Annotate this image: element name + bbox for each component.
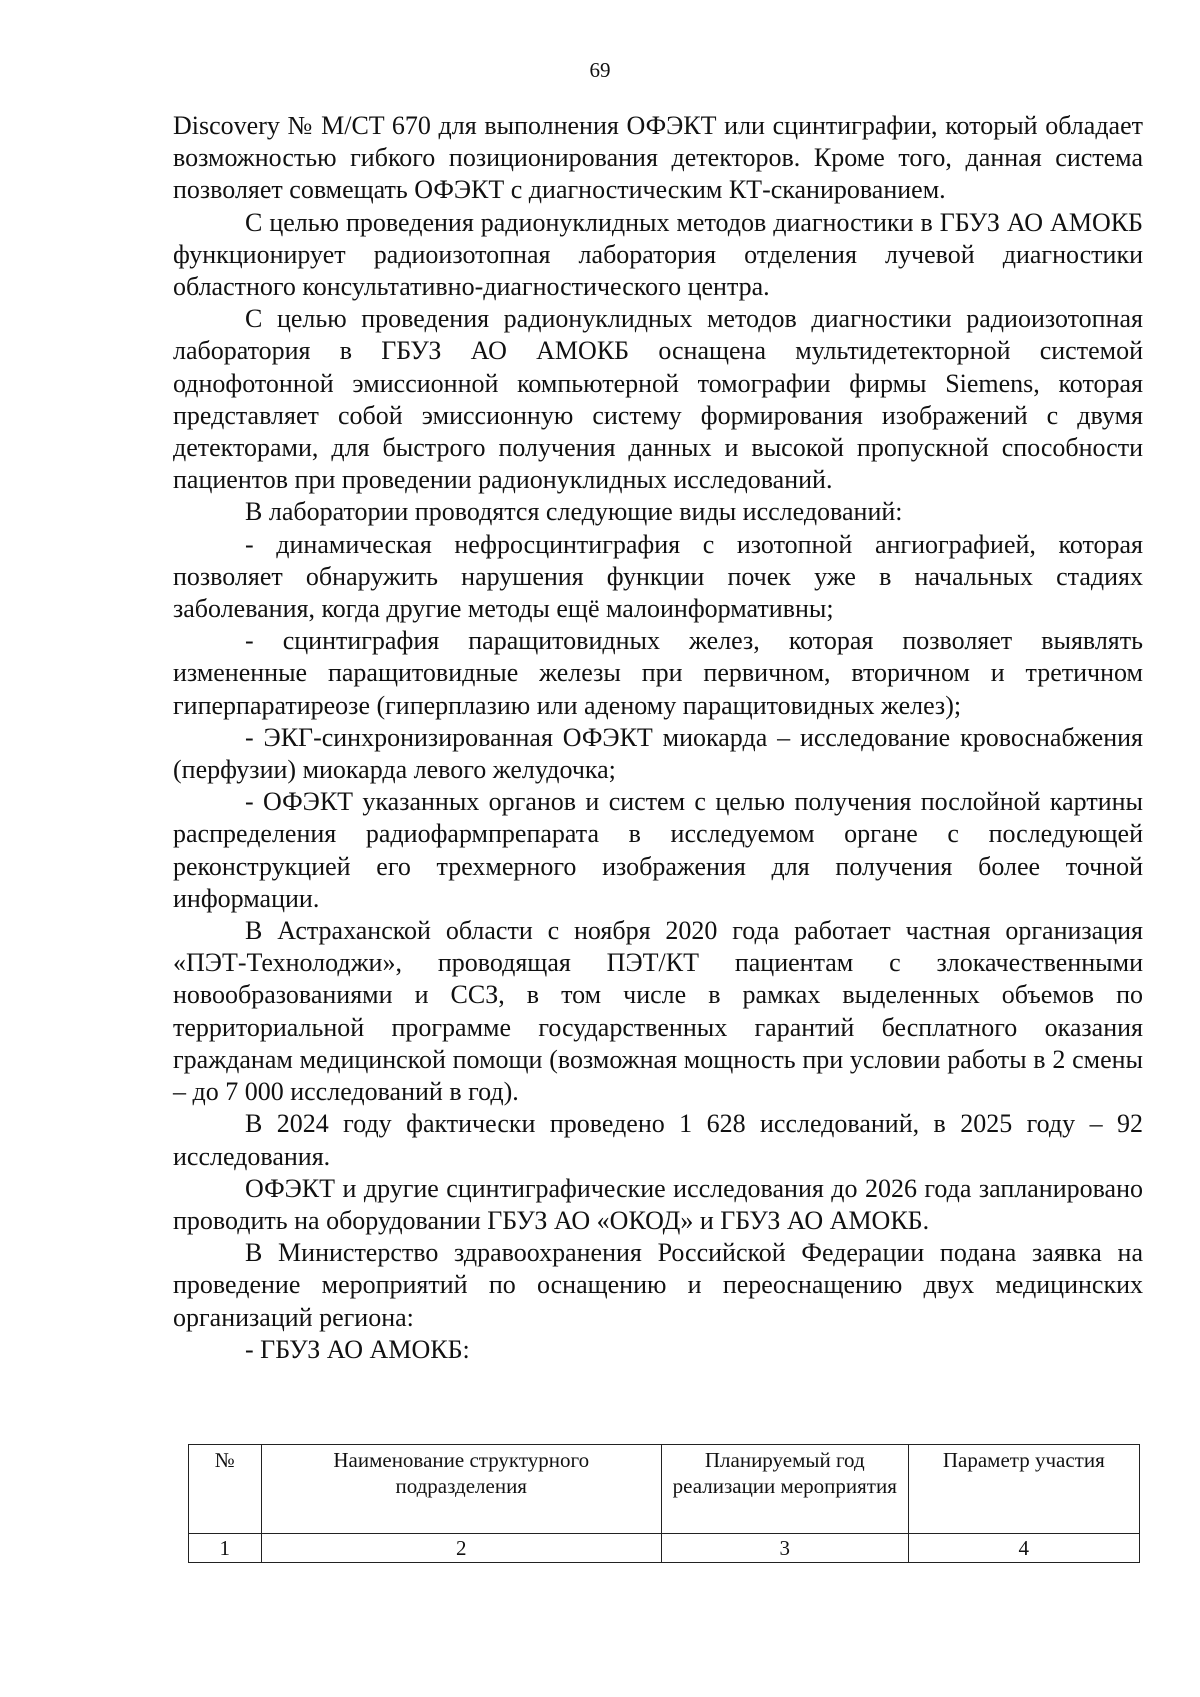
- header-planned-year: Планируемый год реализации мероприятия: [661, 1445, 908, 1534]
- paragraph: В лаборатории проводятся следующие виды исследований:: [245, 497, 903, 527]
- table-row: [189, 1534, 1140, 1563]
- header-participation: Параметр участия: [908, 1445, 1139, 1534]
- list-item: - ЭКГ-синхронизированная ОФЭКТ миокарда – исследование кровоснабжения (перфузии) миокарда левого желудочка;: [173, 722, 1143, 785]
- list-item: - ОФЭКТ указанных органов и систем с целью получения послойной картины распределения радиофармпрепарата в исследуемом органе с последующей реконструкцией его трехмерного изображения для получения более точной информации.: [173, 787, 1143, 913]
- page-number: 69: [589, 58, 611, 82]
- list-item: - сцинтиграфия паращитовидных желез, которая позволяет выявлять измененные паращитовидные железы при первичном, вторичном и третичном гиперпаратиреозе (гиперплазию или аденому паращитовидных желез);: [173, 626, 1143, 720]
- header-unit-name: Наименование структурного подразделения: [261, 1445, 661, 1534]
- list-item: - динамическая нефросцинтиграфия с изотопной ангиографией, которая позволяет обнаружить нарушения функции почек уже в начальных стадиях заболевания, когда другие методы ещё малоинформативны;: [173, 529, 1143, 624]
- paragraph: С целью проведения радионуклидных методов диагностики в ГБУЗ АО АМОКБ функционирует радиоизотопная лаборатория отделения лучевой диагностики областного консультативно-диагностического центра.: [173, 207, 1143, 302]
- paragraph: Discovery № M/CT 670 для выполнения ОФЭКТ или сцинтиграфии, который обладает возможностью гибкого позиционирования детекторов. Кроме того, данная система позволяет совмещать ОФЭКТ с диагностическим КТ-сканированием.: [173, 111, 1143, 205]
- table-header-row: [189, 1445, 1140, 1534]
- table-cell: 1: [189, 1534, 262, 1563]
- table-cell: 3: [661, 1534, 908, 1563]
- paragraph: В 2024 году фактически проведено 1 628 исследований, в 2025 году – 92 исследования.: [173, 1109, 1143, 1171]
- body-text: [173, 110, 1143, 1366]
- table-cell: 2: [261, 1534, 661, 1563]
- list-item: - ГБУЗ АО АМОКБ:: [245, 1334, 470, 1364]
- paragraph: В Министерство здравоохранения Российской Федерации подана заявка на проведение мероприятий по оснащению и переоснащению двух медицинских организаций региона:: [173, 1238, 1143, 1332]
- paragraph: С целью проведения радионуклидных методов диагностики радиоизотопная лаборатория в ГБУЗ АО АМОКБ оснащена мультидетекторной системой однофотонной эмиссионной компьютерной томографии фирмы Siemens, которая представляет собой эмиссионную систему формирования изображений с двумя детекторами, для быстрого получения данных и высокой пропускной способности пациентов при проведении радионуклидных исследований.: [173, 304, 1143, 495]
- plan-table: [188, 1444, 1140, 1563]
- header-number: №: [189, 1445, 262, 1534]
- paragraph: ОФЭКТ и другие сцинтиграфические исследования до 2026 года запланировано проводить на оборудовании ГБУЗ АО «ОКОД» и ГБУЗ АО АМОКБ.: [173, 1173, 1143, 1235]
- paragraph: В Астраханской области с ноября 2020 года работает частная организация «ПЭТ-Технолоджи», проводящая ПЭТ/КТ пациентам с злокачественными новообразованиями и ССЗ, в том числе в рамках выделенных объемов по территориальной программе государственных гарантий бесплатного оказания гражданам медицинской помощи (возможная мощность при условии работы в 2 смены – до 7 000 исследований в год).: [173, 916, 1143, 1107]
- table-cell: 4: [908, 1534, 1139, 1563]
